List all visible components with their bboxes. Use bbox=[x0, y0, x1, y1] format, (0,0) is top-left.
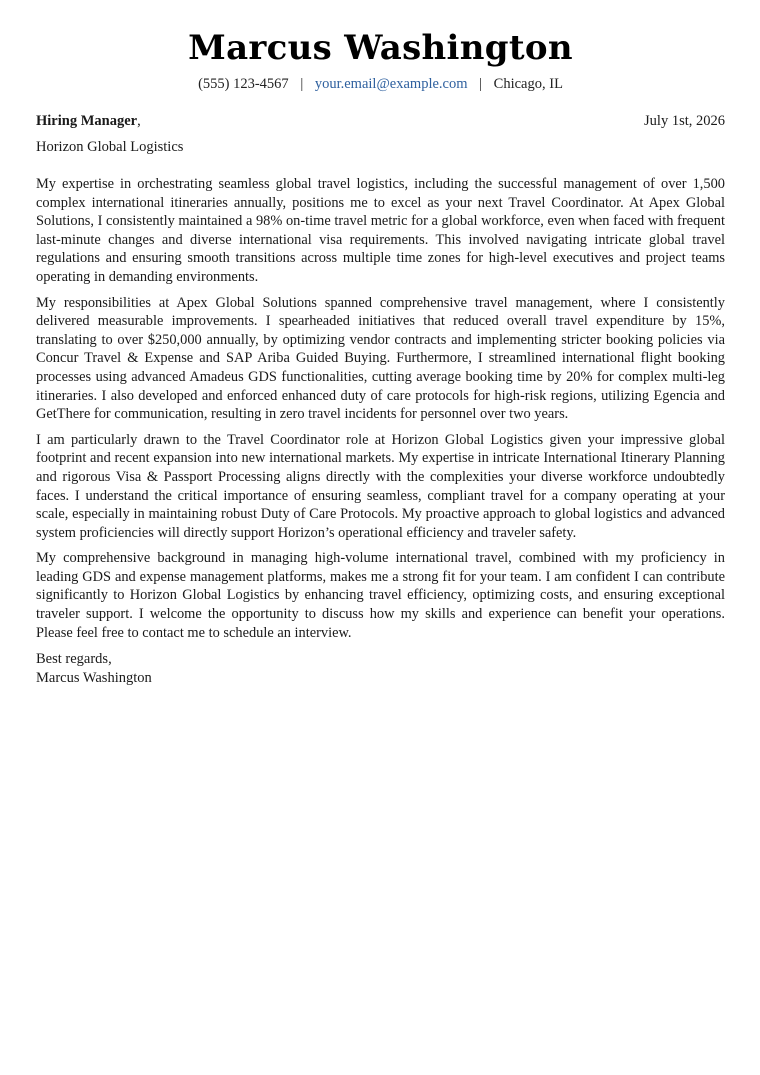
contact-separator: | bbox=[300, 76, 304, 92]
letter-date: July 1st, 2026 bbox=[644, 113, 725, 129]
recipient-name: Hiring Manager bbox=[36, 113, 138, 129]
location: Chicago, IL bbox=[493, 76, 563, 92]
body-paragraph-4: My comprehensive background in managing high-volume international travel, combined with my proficiency in leading GDS and expense management platforms, makes me a strong fit for your team. I am confident I can contribute significantly to Horizon Global Logistics by enhancing travel efficiency, optimizing costs, and ensuring exceptional traveler support. I welcome the opportunity to discuss how my skills and experience can benefit your operations. Please feel free to contact me to schedule an interview. bbox=[36, 550, 725, 641]
body-paragraph-3: I am particularly drawn to the Travel Coordinator role at Horizon Global Logistics given your impressive global footprint and recent expansion into new international markets. My expertise in intricate International Itinerary Planning and rigorous Visa & Passport Processing aligns directly with the complexities your diverse workforce undoubtedly faces. I understand the critical importance of ensuring seamless, compliant travel for a company operating at your scale, especially in maintaining robust Duty of Care Protocols. My proactive approach to global logistics and advanced system proficiencies will directly support Horizon’s operational efficiency and traveler safety. bbox=[36, 431, 725, 541]
closing-block bbox=[36, 650, 725, 688]
body-paragraph-1: My expertise in orchestrating seamless global travel logistics, including the successful management of over 1,500 complex international itineraries annually, positions me to excel as your next Travel Coordinator. At Apex Global Solutions, I consistently maintained a 98% on-time travel metric for a global workforce, even when faced with frequent last-minute changes and diverse international visa requirements. This involved navigating intricate global travel regulations and ensuring smooth transitions across multiple time zones for high-level executives and project teams operating in demanding environments. bbox=[36, 176, 725, 285]
signature-name: Marcus Washington bbox=[36, 670, 152, 687]
email-link[interactable]: your.email@example.com bbox=[314, 76, 468, 92]
body-paragraph-2: My responsibilities at Apex Global Solutions spanned comprehensive travel management, where I consistently delivered measurable improvements. I spearheaded initiatives that reduced overall travel expenditure by 15%, translating to over $250,000 annually, by optimizing vendor contracts and implementing stricter booking policies via Concur Travel & Expense and SAP Ariba Guided Buying. Furthermore, I streamlined international flight booking processes using advanced Amadeus GDS functionalities, cutting average booking time by 20% for complex multi-leg itineraries. I also developed and enforced enhanced duty of care protocols for high-risk regions, utilizing Egencia and GetThere for communication, resulting in zero travel incidents for personnel over two years. bbox=[36, 294, 725, 423]
recipient-comma: , bbox=[137, 113, 141, 129]
applicant-name: Marcus Washington bbox=[188, 28, 573, 68]
recipient-date-row bbox=[36, 112, 725, 131]
cover-letter-page bbox=[36, 26, 725, 688]
closing-salutation: Best regards, bbox=[36, 651, 112, 668]
recipient-line bbox=[36, 112, 141, 131]
recipient-company: Horizon Global Logistics bbox=[36, 139, 184, 155]
contact-line bbox=[36, 73, 725, 95]
contact-separator: | bbox=[479, 76, 483, 92]
phone-number: (555) 123-4567 bbox=[198, 76, 289, 92]
